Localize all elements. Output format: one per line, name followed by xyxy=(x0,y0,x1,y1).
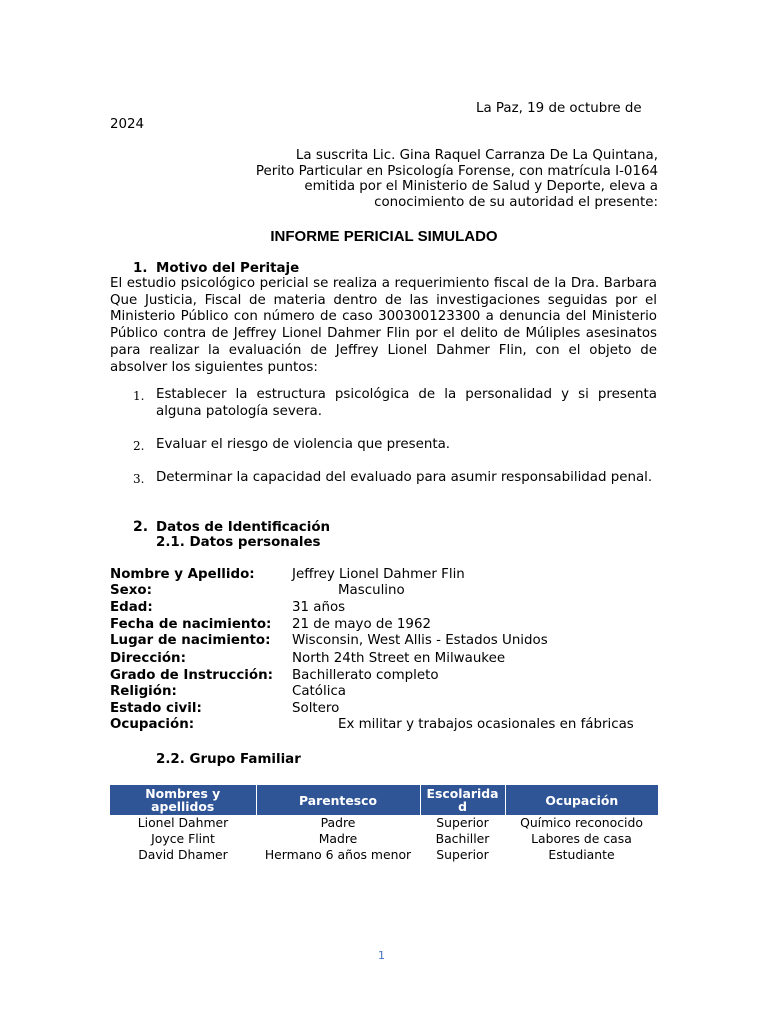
list-number: 3. xyxy=(133,472,145,486)
field-label: Fecha de nacimiento: xyxy=(110,617,272,632)
motivo-paragraph: El estudio psicológico pericial se realiza a requerimiento fiscal de la Dra. Barbara Que Justicia, Fiscal de materia dentro de las investigaciones seguidas por el Ministerio Público con número de caso 300300123300 a denuncia del Ministerio Público contra de Jeffrey Lionel Dahmer Flin por el delito de Múliples asesinatos para realizar la evaluación de Jeffrey Lionel Dahmer Flin, con el objeto de absolver los siguientes puntos: xyxy=(110,276,657,375)
list-item: Evaluar el riesgo de violencia que presenta. xyxy=(156,437,451,452)
section-number: 1. xyxy=(133,261,148,276)
table-cell: Madre xyxy=(318,831,358,846)
table-cell: Químico reconocido xyxy=(520,815,643,830)
field-label: Dirección: xyxy=(110,651,186,666)
intro-line: conocimiento de su autoridad el presente: xyxy=(374,195,658,210)
column-header: Nombres y apellidos xyxy=(110,785,256,815)
list-number: 2. xyxy=(133,439,145,453)
column-header: Ocupación xyxy=(505,785,658,815)
field-value: North 24th Street en Milwaukee xyxy=(292,651,506,666)
table-cell: Joyce Flint xyxy=(151,831,215,846)
date-year: 2024 xyxy=(110,117,145,132)
page-number: 1 xyxy=(378,949,385,962)
table-cell: Lionel Dahmer xyxy=(137,815,229,830)
table-cell: Labores de casa xyxy=(531,831,632,846)
table-cell: Bachiller xyxy=(435,831,490,846)
list-item: Establecer la estructura psicológica de la personalidad y si presenta alguna patología severa. xyxy=(156,387,657,419)
table-cell: Padre xyxy=(320,815,356,830)
field-label: Sexo: xyxy=(110,583,152,598)
table-row xyxy=(110,815,658,831)
field-label: Ocupación: xyxy=(110,717,195,732)
field-value: Wisconsin, West Allis - Estados Unidos xyxy=(292,633,548,648)
field-value: Católica xyxy=(292,684,347,699)
date-line: La Paz, 19 de octubre de xyxy=(476,101,642,116)
section-heading: Motivo del Peritaje xyxy=(156,261,300,276)
family-table xyxy=(110,785,658,863)
document-title: INFORME PERICIAL SIMULADO xyxy=(270,228,498,245)
section-number: 2. xyxy=(133,519,149,535)
field-label: Edad: xyxy=(110,600,153,615)
intro-line: emitida por el Ministerio de Salud y Deporte, eleva a xyxy=(304,179,658,194)
table-cell: Estudiante xyxy=(548,847,615,862)
table-row xyxy=(110,847,658,863)
section-heading: Datos de Identificación xyxy=(156,520,331,535)
field-label: Lugar de nacimiento: xyxy=(110,633,271,648)
table-cell: David Dhamer xyxy=(138,847,228,862)
field-value: 31 años xyxy=(292,600,346,615)
intro-line: La suscrita Lic. Gina Raquel Carranza De La Quintana, xyxy=(295,148,658,163)
field-value: Masculino xyxy=(338,583,405,598)
table-cell: Hermano 6 años menor xyxy=(264,847,412,862)
table-header-row xyxy=(110,785,658,815)
field-value: Soltero xyxy=(292,701,340,716)
intro-line: Perito Particular en Psicología Forense, con matrícula I-0164 xyxy=(255,164,658,179)
field-value: 21 de mayo de 1962 xyxy=(292,617,431,632)
column-header: Parentesco xyxy=(256,785,420,815)
field-label: Religión: xyxy=(110,684,177,699)
subsection-heading: 2.2. Grupo Familiar xyxy=(156,752,301,767)
table-row xyxy=(110,831,658,847)
field-value: Ex militar y trabajos ocasionales en fábricas xyxy=(338,717,634,732)
list-number: 1. xyxy=(133,389,145,403)
column-header: Escolaridad xyxy=(420,785,505,815)
field-label: Grado de Instrucción: xyxy=(110,668,273,683)
subsection-heading: 2.1. Datos personales xyxy=(156,535,321,550)
field-label: Estado civil: xyxy=(110,701,202,716)
field-value: Jeffrey Lionel Dahmer Flin xyxy=(292,567,465,582)
field-value: Bachillerato completo xyxy=(292,668,439,683)
list-item: Determinar la capacidad del evaluado para asumir responsabilidad penal. xyxy=(156,470,653,485)
table-cell: Superior xyxy=(436,815,489,830)
field-label: Nombre y Apellido: xyxy=(110,567,255,582)
table-cell: Superior xyxy=(436,847,489,862)
